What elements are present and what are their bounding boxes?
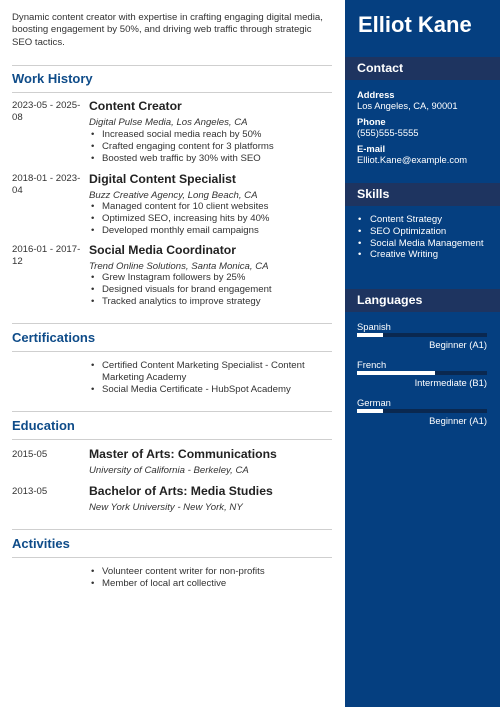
bullet-item: • Developed monthly email campaigns [89, 225, 334, 237]
certification-item: • Certified Content Marketing Specialist - Content Marketing Academy [89, 360, 334, 384]
divider [12, 439, 332, 440]
job-title: Digital Content Specialist [89, 172, 236, 186]
bullet-item: • Designed visuals for brand engagement [89, 284, 334, 296]
section-title-education: Education [12, 418, 75, 433]
email-label: E-mail [357, 143, 386, 154]
address-value: Los Angeles, CA, 90001 [357, 100, 458, 111]
bullet-list [89, 129, 334, 166]
company-location: Trend Online Solutions, Santa Monica, CA [89, 261, 269, 272]
phone-value: (555)555-5555 [357, 127, 419, 138]
entry-date: 2013-05 [12, 486, 48, 497]
email-value: Elliot.Kane@example.com [357, 154, 468, 165]
contact-title: Contact [357, 61, 404, 75]
summary-text: Dynamic content creator with expertise in crafting engaging digital media, boosting engagement by 50%, and driving web traffic through strategic SEO tactics. [12, 12, 323, 48]
entry-date: 2015-05 [12, 449, 48, 460]
job-title: Content Creator [89, 99, 182, 113]
skills-title: Skills [357, 187, 390, 201]
divider [12, 323, 332, 324]
section-title-activities: Activities [12, 536, 70, 551]
sidebar-header-contact [345, 57, 500, 80]
bullet-item: • Managed content for 10 client websites [89, 201, 334, 213]
divider [12, 65, 332, 66]
job-title: Social Media Coordinator [89, 243, 236, 257]
divider [12, 529, 332, 530]
school-location: University of California - Berkeley, CA [89, 465, 249, 476]
language-level-bar [357, 333, 487, 337]
sidebar-header-languages [345, 289, 500, 312]
languages-title: Languages [357, 293, 423, 307]
bullet-item: • Increased social media reach by 50% [89, 129, 334, 141]
language-level-fill [357, 371, 435, 375]
divider [12, 557, 332, 558]
company-location: Digital Pulse Media, Los Angeles, CA [89, 117, 248, 128]
language-level: Beginner (A1) [429, 339, 487, 350]
skill-item: • Social Media Management [357, 238, 492, 250]
degree-title: Master of Arts: Communications [89, 447, 277, 461]
section-title-work-history: Work History [12, 71, 93, 86]
bullet-item: • Crafted engaging content for 3 platforms [89, 141, 334, 153]
divider [12, 351, 332, 352]
section-title-certifications: Certifications [12, 330, 96, 345]
language-level: Beginner (A1) [429, 415, 487, 426]
language-name: German [357, 397, 391, 408]
skill-item: • Creative Writing [357, 249, 492, 261]
skill-item: • SEO Optimization [357, 226, 492, 238]
bullet-list [89, 272, 334, 309]
bullet-list [89, 201, 334, 238]
language-level-bar [357, 409, 487, 413]
phone-label: Phone [357, 116, 386, 127]
language-level-bar [357, 371, 487, 375]
entry-date: 2023-05 - 2025-08 [12, 100, 81, 124]
bullet-item: • Boosted web traffic by 30% with SEO [89, 153, 334, 165]
activity-item: • Volunteer content writer for non-profits [89, 566, 334, 578]
degree-title: Bachelor of Arts: Media Studies [89, 484, 273, 498]
language-level: Intermediate (B1) [414, 377, 487, 388]
school-location: New York University - New York, NY [89, 502, 243, 513]
divider [12, 92, 332, 93]
language-level-fill [357, 333, 383, 337]
candidate-name: Elliot Kane [358, 12, 472, 37]
entry-date: 2018-01 - 2023-04 [12, 173, 81, 197]
language-level-fill [357, 409, 383, 413]
activity-item: • Member of local art collective [89, 578, 334, 590]
skills-list [357, 214, 492, 261]
skill-item: • Content Strategy [357, 214, 492, 226]
language-name: French [357, 359, 387, 370]
divider [12, 411, 332, 412]
address-label: Address [357, 89, 395, 100]
sidebar-header-skills [345, 183, 500, 206]
resume-sidebar [345, 0, 500, 707]
bullet-item: • Grew Instagram followers by 25% [89, 272, 334, 284]
entry-date: 2016-01 - 2017-12 [12, 244, 81, 268]
bullet-item: • Optimized SEO, increasing hits by 40% [89, 213, 334, 225]
certifications-list [89, 360, 334, 397]
language-name: Spanish [357, 321, 391, 332]
certification-item: • Social Media Certificate - HubSpot Academy [89, 384, 334, 396]
bullet-item: • Tracked analytics to improve strategy [89, 296, 334, 308]
activities-list [89, 566, 334, 590]
company-location: Buzz Creative Agency, Long Beach, CA [89, 190, 258, 201]
